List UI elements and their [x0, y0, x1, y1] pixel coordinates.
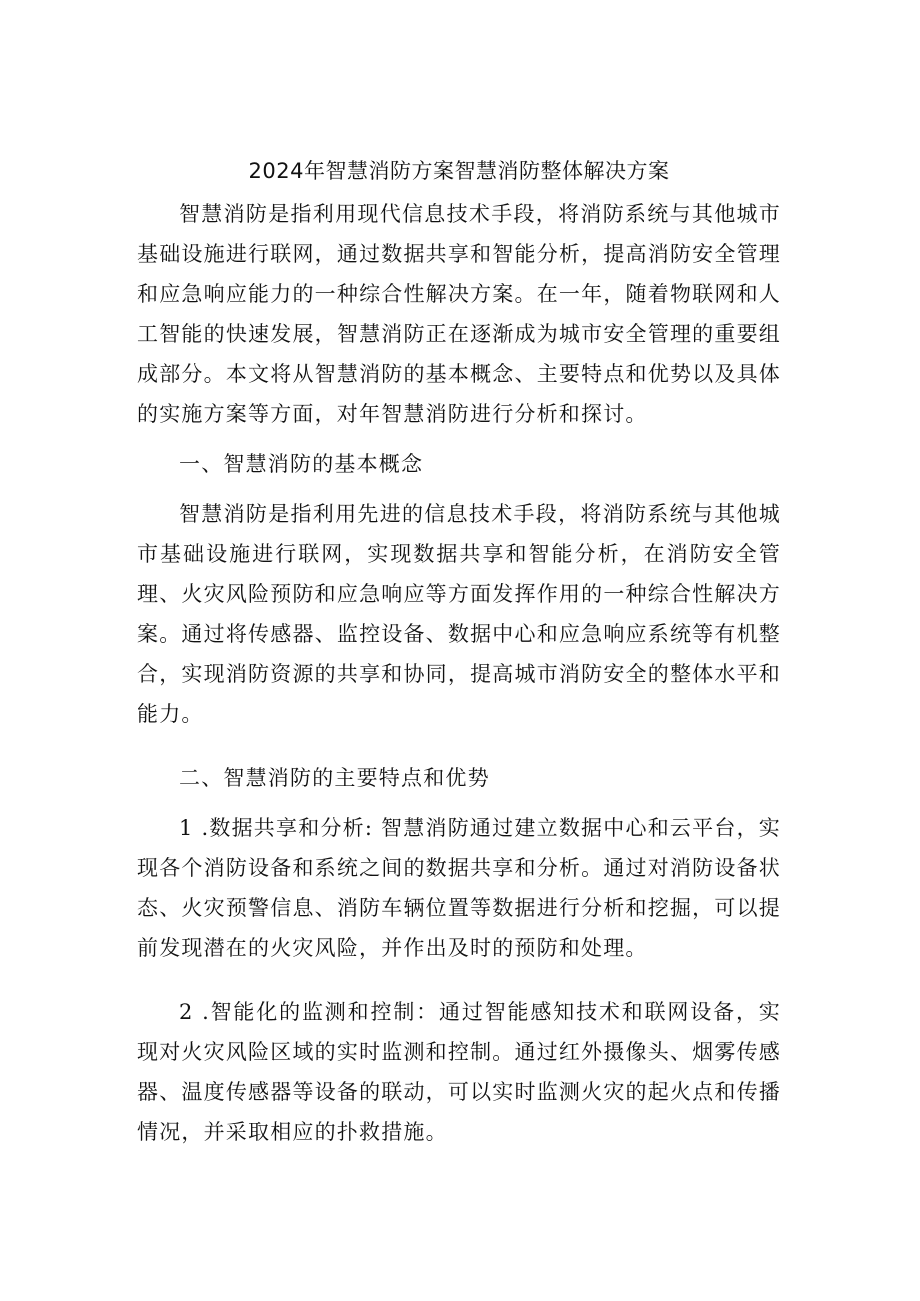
document-content: [137, 155, 781, 1152]
section2-item1: 1 .数据共享和分析: 智慧消防通过建立数据中心和云平台，实现各个消防设备和系统之间的数据共享和分析。通过对消防设备状态、火灾预警信息、消防车辆位置等数据进行分析和挖掘，可以提前发现潜在的火灾风险，并作出及时的预防和处理。: [137, 816, 781, 960]
document-title: 2024年智慧消防方案智慧消防整体解决方案: [248, 159, 670, 183]
intro-paragraph: 智慧消防是指利用现代信息技术手段，将消防系统与其他城市基础设施进行联网，通过数据共享和智能分析，提高消防安全管理和应急响应能力的一种综合性解决方案。在一年，随着物联网和人工智能的快速发展，智慧消防正在逐渐成为城市安全管理的重要组成部分。本文将从智慧消防的基本概念、主要特点和优势以及具体的实施方案等方面，对年智慧消防进行分析和探讨。: [137, 202, 781, 426]
section1-heading: 一、智慧消防的基本概念: [179, 452, 424, 476]
section1-paragraph: 智慧消防是指利用先进的信息技术手段，将消防系统与其他城市基础设施进行联网，实现数据共享和智能分析，在消防安全管理、火灾风险预防和应急响应等方面发挥作用的一种综合性解决方案。通过将传感器、监控设备、数据中心和应急响应系统等有机整合，实现消防资源的共享和协同，提高城市消防安全的整体水平和能力。: [137, 502, 781, 726]
section2-heading: 二、智慧消防的主要特点和优势: [179, 766, 490, 790]
section2-item2: 2 .智能化的监测和控制：通过智能感知技术和联网设备，实现对火灾风险区域的实时监测和控制。通过红外摄像头、烟雾传感器、温度传感器等设备的联动，可以实时监测火灾的起火点和传播情况，并采取相应的扑救措施。: [137, 1000, 781, 1144]
